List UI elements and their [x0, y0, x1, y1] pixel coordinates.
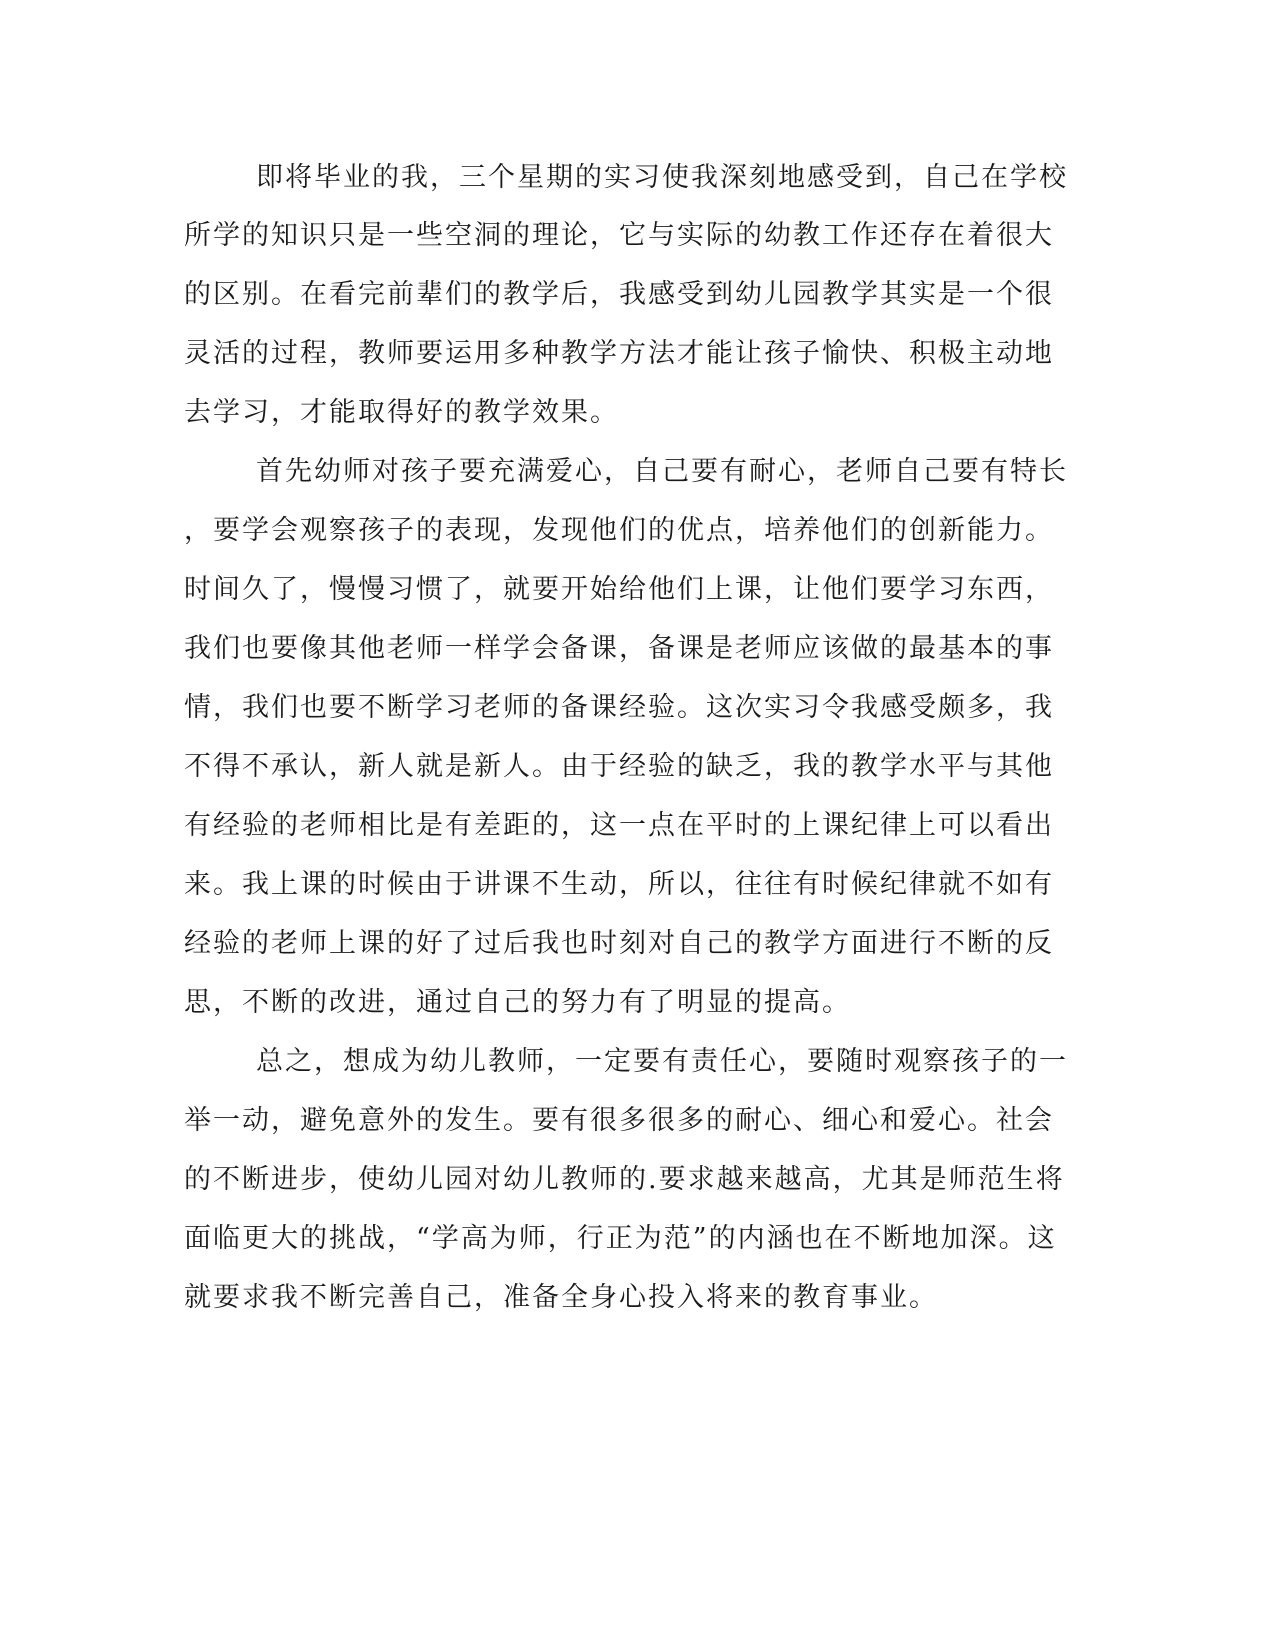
- paragraph-2-line-8: 来。我上课的时候由于讲课不生动，所以，往往有时候纪律就不如有: [184, 869, 1054, 900]
- paragraph-2-line-7: 有经验的老师相比是有差距的，这一点在平时的上课纪律上可以看出: [184, 810, 1054, 841]
- paragraph-3-line-2: 举一动，避免意外的发生。要有很多很多的耐心、细心和爱心。社会: [184, 1105, 1054, 1136]
- paragraph-2-line-1: 首先幼师对孩子要充满爱心，自己要有耐心，老师自己要有特长: [256, 456, 1068, 487]
- paragraph-1-line-3: 的区别。在看完前辈们的教学后，我感受到幼儿园教学其实是一个很: [184, 279, 1054, 310]
- paragraph-3-line-3: 的不断进步，使幼儿园对幼儿教师的.要求越来越高，尤其是师范生将: [184, 1164, 1065, 1195]
- paragraph-2-line-5: 情，我们也要不断学习老师的备课经验。这次实习令我感受颇多，我: [184, 692, 1054, 723]
- paragraph-3-line-5: 就要求我不断完善自己，准备全身心投入将来的教育事业。: [184, 1282, 938, 1313]
- paragraph-2-line-6: 不得不承认，新人就是新人。由于经验的缺乏，我的教学水平与其他: [184, 751, 1054, 782]
- paragraph-3-line-4: 面临更大的挑战，“学高为师，行正为范”的内涵也在不断地加深。这: [184, 1223, 1057, 1254]
- paragraph-1-line-4: 灵活的过程，教师要运用多种教学方法才能让孩子愉快、积极主动地: [184, 338, 1054, 369]
- paragraph-2-line-4: 我们也要像其他老师一样学会备课，备课是老师应该做的最基本的事: [184, 633, 1054, 664]
- paragraph-2-line-3: 时间久了，慢慢习惯了，就要开始给他们上课，让他们要学习东西，: [184, 574, 1054, 605]
- paragraph-1-line-5: 去学习，才能取得好的教学效果。: [184, 397, 619, 428]
- paragraph-3-line-1: 总之，想成为幼儿教师，一定要有责任心，要随时观察孩子的一: [256, 1046, 1068, 1077]
- paragraph-1-line-2: 所学的知识只是一些空洞的理论，它与实际的幼教工作还存在着很大: [184, 220, 1054, 251]
- paragraph-1-line-1: 即将毕业的我，三个星期的实习使我深刻地感受到，自己在学校: [256, 162, 1068, 193]
- paragraph-2-line-9: 经验的老师上课的好了过后我也时刻对自己的教学方面进行不断的反: [184, 928, 1054, 959]
- paragraph-2-line-10: 思，不断的改进，通过自己的努力有了明显的提高。: [184, 987, 851, 1018]
- paragraph-2-line-2: ，要学会观察孩子的表现，发现他们的优点，培养他们的创新能力。: [184, 515, 1054, 546]
